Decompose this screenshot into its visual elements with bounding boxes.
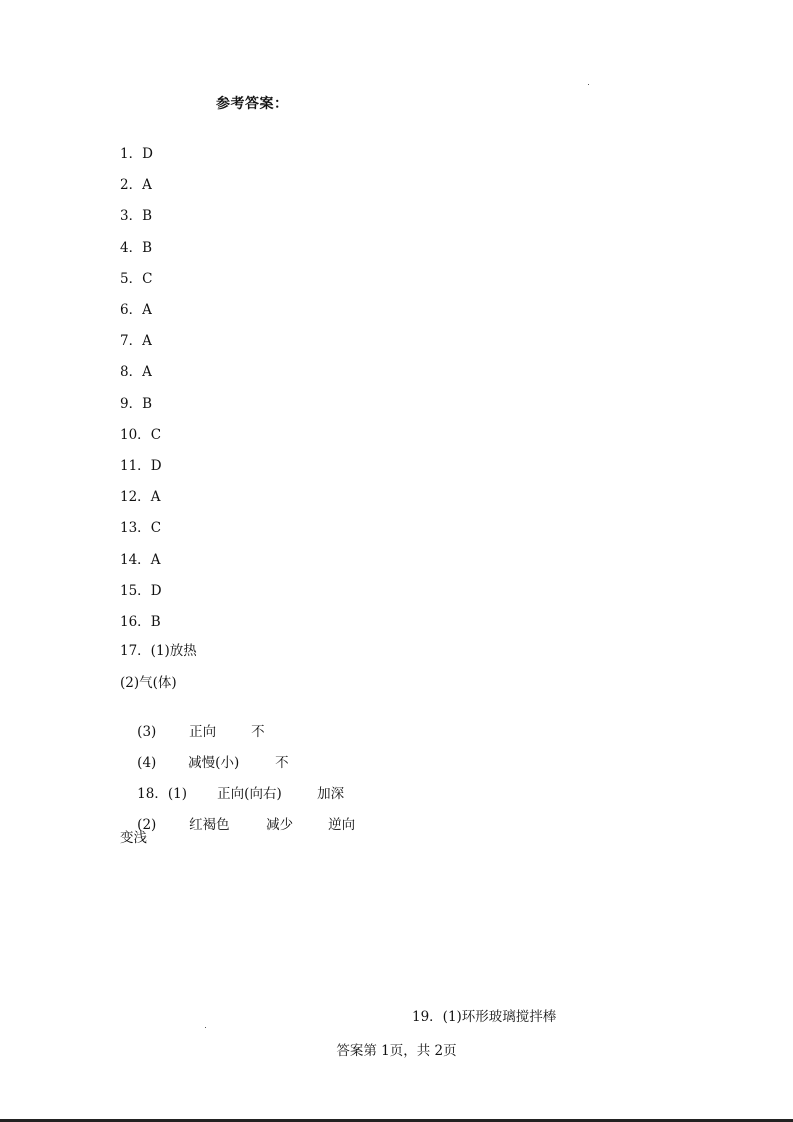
q17-3-label: (3) — [137, 724, 157, 740]
answer-row — [120, 145, 153, 163]
q17-4-answer-a: 减慢(小) — [188, 755, 240, 771]
answer-row — [120, 363, 152, 381]
answer-row — [120, 270, 152, 288]
answer-number: 12． — [120, 489, 151, 505]
q17-line-1: 17．(1)放热 — [120, 643, 197, 659]
answer-number: 3． — [120, 208, 143, 224]
answer-row — [120, 551, 160, 569]
answer-choice: A — [142, 177, 152, 193]
q18-1-label: 18．(1) — [137, 786, 187, 802]
answer-row — [120, 239, 152, 257]
answer-row — [120, 332, 152, 350]
answer-row — [120, 457, 162, 475]
answer-number: 14． — [120, 552, 151, 568]
answer-choice: A — [142, 333, 152, 349]
q18-1-answer-b: 加深 — [317, 786, 345, 802]
answer-number: 11． — [120, 458, 151, 474]
answer-number: 6． — [120, 302, 143, 318]
answer-choice: A — [142, 364, 152, 380]
answer-row — [120, 613, 161, 631]
answer-choice: A — [142, 302, 152, 318]
q18-2-answer-b: 减少 — [266, 817, 294, 833]
q18-1-answer-a: 正向(向右) — [217, 786, 282, 802]
answer-row — [120, 301, 152, 319]
q17-line-2: (2)气(体) — [120, 675, 177, 691]
answer-choice: A — [150, 489, 161, 505]
scan-speck — [588, 84, 589, 85]
answer-choice: A — [150, 552, 161, 568]
answer-number: 8． — [120, 364, 143, 380]
answer-number: 2． — [120, 177, 143, 193]
scan-speck — [205, 1027, 206, 1028]
answer-number: 1． — [120, 146, 143, 162]
answer-choice: D — [150, 458, 162, 474]
q18-line-2 — [120, 798, 355, 852]
answer-row — [120, 176, 152, 194]
answer-number: 16． — [120, 614, 151, 630]
answer-number: 5． — [120, 271, 143, 287]
q18-2-answer-c: 逆向 — [328, 817, 356, 833]
answer-choice: D — [142, 146, 153, 162]
answer-row — [120, 519, 161, 537]
answer-choice: C — [150, 427, 162, 443]
page-title: 参考答案： — [216, 96, 289, 112]
answer-row — [120, 426, 161, 444]
answer-choice: C — [142, 271, 153, 287]
q17-3-answer-b: 不 — [251, 724, 265, 740]
answer-choice: B — [142, 208, 153, 224]
q18-2-label: (2) — [137, 817, 157, 833]
answer-number: 4． — [120, 240, 143, 256]
answer-choice: B — [142, 396, 153, 412]
answer-number: 15． — [120, 583, 151, 599]
answer-row — [120, 582, 162, 600]
q17-3-answer-a: 正向 — [189, 724, 217, 740]
answer-number: 13． — [120, 520, 151, 536]
q19-line-1: 19．(1)环形玻璃搅拌棒 — [412, 1009, 557, 1025]
answer-choice: C — [150, 520, 162, 536]
answer-number: 7． — [120, 333, 143, 349]
q17-4-label: (4) — [137, 755, 157, 771]
page-footer: 答案第 1页，共 2页 — [336, 1043, 457, 1059]
answer-choice: B — [150, 614, 161, 630]
answer-row — [120, 207, 152, 225]
q18-line-3: 变浅 — [120, 830, 147, 846]
answer-choice: D — [150, 583, 162, 599]
answer-number: 10． — [120, 427, 151, 443]
answer-row — [120, 395, 152, 413]
q17-4-answer-b: 不 — [275, 755, 289, 771]
answer-choice: B — [142, 240, 153, 256]
q18-2-answer-a: 红褐色 — [189, 817, 230, 833]
answer-number: 9． — [120, 396, 143, 412]
answer-row — [120, 488, 160, 506]
